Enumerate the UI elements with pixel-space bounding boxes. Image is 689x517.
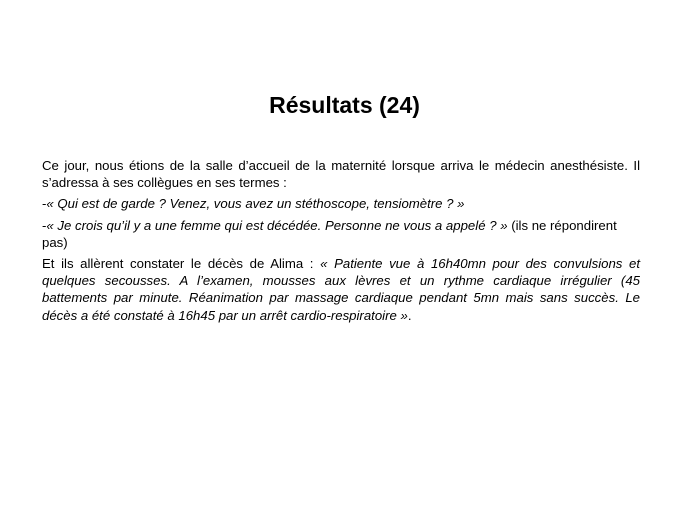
paragraph-intro: Ce jour, nous étions de la salle d’accueil de la maternité lorsque arriva le médecin anesthésiste. Il s’adressa à ses collègues en ses termes : bbox=[42, 158, 640, 191]
dash: - bbox=[42, 217, 47, 233]
finding-end: . bbox=[407, 307, 412, 323]
paragraph-finding bbox=[42, 255, 640, 324]
quote-text-1: « Qui est de garde ? Venez, vous avez un stéthoscope, tensiomètre ? » bbox=[46, 196, 465, 212]
dash: - bbox=[42, 196, 47, 212]
finding-quote: « Patiente vue à 16h40mn pour des convulsions et quelques secousses. A l’examen, mousses aux lèvres et un rythme cardiaque irrégulier (45 battements par minute. Réanimation par massage cardiaque pendant 5mn mais sans succès. Le décès a été constaté à 16h45 par un arrêt cardio-respiratoire » bbox=[42, 256, 641, 323]
slide-body bbox=[42, 157, 640, 328]
finding-intro: Et ils allèrent constater le décès de Alima : bbox=[42, 256, 321, 272]
quote-text-2: « Je crois qu’il y a une femme qui est décédée. Personne ne vous a appelé ? » bbox=[46, 217, 508, 233]
quote-line-1 bbox=[42, 195, 640, 212]
slide-title: Résultats (24) bbox=[269, 92, 420, 118]
quote-line-2 bbox=[42, 217, 640, 251]
quote-2-remark: (ils ne répondirent pas) bbox=[42, 217, 617, 250]
